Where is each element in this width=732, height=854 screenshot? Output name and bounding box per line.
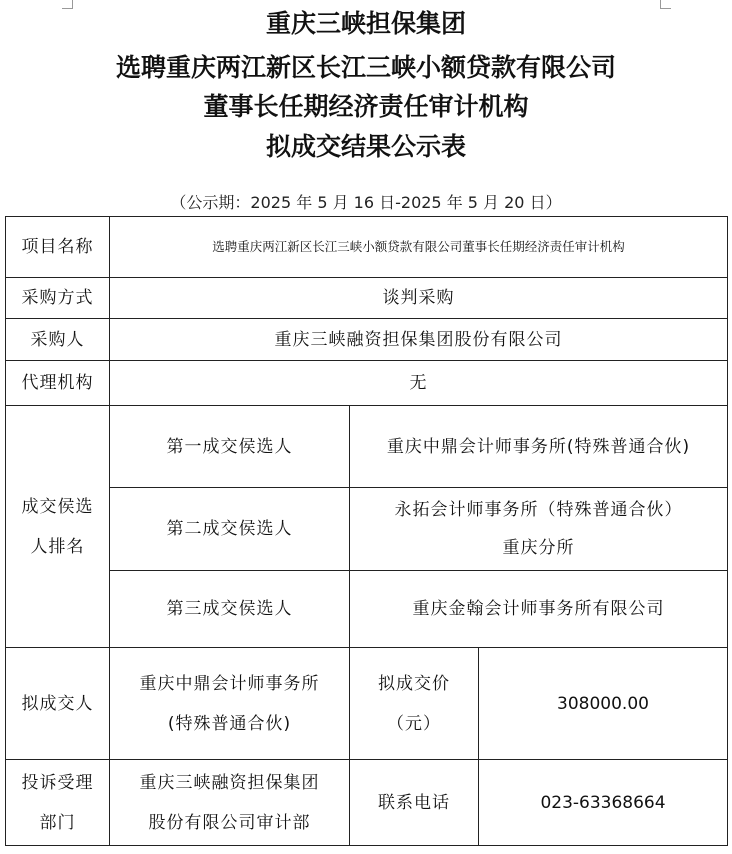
publicity-period: （公示期：2025 年 5 月 16 日-2025 年 5 月 20 日） bbox=[170, 193, 562, 212]
candidate-1-name: 重庆中鼎会计师事务所(特殊普通合伙) bbox=[350, 406, 728, 488]
row-project bbox=[6, 217, 728, 278]
row-candidate-3 bbox=[6, 571, 728, 648]
row-complaint bbox=[6, 760, 728, 846]
agent-value: 无 bbox=[110, 361, 728, 406]
title-line-1: 重庆三峡担保集团 bbox=[265, 9, 466, 38]
price-value: 308000.00 bbox=[479, 648, 728, 760]
complaint-dept bbox=[110, 760, 350, 846]
complaint-label-line-1: 投诉受理 bbox=[21, 772, 94, 793]
candidate-2-name bbox=[350, 488, 728, 571]
method-label: 采购方式 bbox=[6, 278, 110, 319]
price-label bbox=[350, 648, 479, 760]
row-method bbox=[6, 278, 728, 319]
winner-name-line-1: 重庆中鼎会计师事务所 bbox=[139, 673, 320, 694]
candidate-3-name: 重庆金翰会计师事务所有限公司 bbox=[350, 571, 728, 648]
price-label-line-2: （元） bbox=[387, 713, 441, 734]
buyer-value: 重庆三峡融资担保集团股份有限公司 bbox=[110, 319, 728, 361]
ranking-label-line-2: 人排名 bbox=[30, 536, 85, 557]
buyer-label: 采购人 bbox=[6, 319, 110, 361]
candidate-2-name-line-1: 永拓会计师事务所（特殊普通合伙） bbox=[394, 500, 683, 520]
result-table bbox=[5, 216, 728, 846]
row-buyer bbox=[6, 319, 728, 361]
complaint-label-line-2: 部门 bbox=[39, 812, 76, 833]
candidate-1-rank: 第一成交侯选人 bbox=[110, 406, 350, 488]
ranking-label bbox=[6, 406, 110, 648]
project-label: 项目名称 bbox=[6, 217, 110, 278]
row-candidate-2 bbox=[6, 488, 728, 571]
row-winner bbox=[6, 648, 728, 760]
complaint-dept-line-2: 股份有限公司审计部 bbox=[148, 812, 311, 833]
row-candidate-1 bbox=[6, 406, 728, 488]
title-line-3: 董事长任期经济责任审计机构 bbox=[203, 92, 529, 121]
winner-label: 拟成交人 bbox=[6, 648, 110, 760]
phone-label: 联系电话 bbox=[350, 760, 479, 846]
price-label-line-1: 拟成交价 bbox=[378, 673, 450, 694]
candidate-2-rank: 第二成交侯选人 bbox=[110, 488, 350, 571]
title-line-4: 拟成交结果公示表 bbox=[265, 132, 466, 161]
row-agent bbox=[6, 361, 728, 406]
complaint-label bbox=[6, 760, 110, 846]
complaint-dept-line-1: 重庆三峡融资担保集团 bbox=[139, 772, 320, 793]
project-value: 选聘重庆两江新区长江三峡小额贷款有限公司董事长任期经济责任审计机构 bbox=[110, 217, 728, 278]
winner-name bbox=[110, 648, 350, 760]
ranking-label-line-1: 成交侯选 bbox=[21, 496, 94, 517]
candidate-3-rank: 第三成交侯选人 bbox=[110, 571, 350, 648]
phone-value: 023-63368664 bbox=[479, 760, 728, 846]
winner-name-line-2: (特殊普通合伙) bbox=[167, 713, 292, 734]
candidate-2-name-line-2: 重庆分所 bbox=[502, 538, 575, 558]
agent-label: 代理机构 bbox=[6, 361, 110, 406]
title-line-2: 选聘重庆两江新区长江三峡小额贷款有限公司 bbox=[115, 53, 616, 82]
method-value: 谈判采购 bbox=[110, 278, 728, 319]
